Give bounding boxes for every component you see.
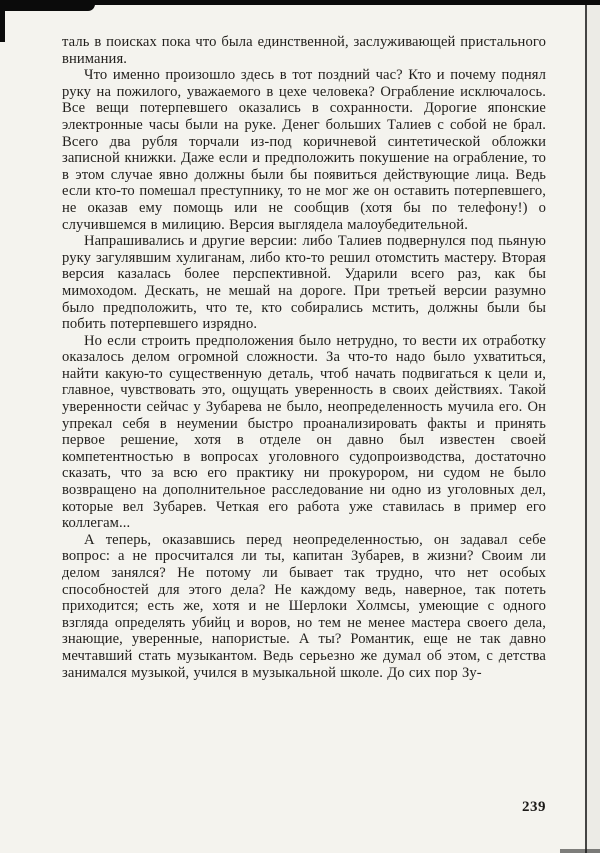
scan-right-margin	[587, 0, 600, 853]
scan-edge-top-left	[0, 0, 95, 11]
paragraph: Что именно произошло здесь в тот поздний час? Кто и почему поднял руку на пожилого, уважаемого в цехе человека? Ограбление исключалось. Все вещи потерпевшего оказались в сохранности. Дорогие японские электронные часы были на руке. Денег больших Талиев с собой не брал. Всего два рубля торчали из-под коричневой синтетической обложки записной книжки. Даже если и предположить покушение на ограбление, то в этом случае явно должны были бы появиться действующие лица. Ведь если кто-то помешал преступнику, то не мог же он оставить потерпевшего, не оказав ему помощь или не сообщив (хотя бы по телефону!) о случившемся в милицию. Версия выглядела малоубедительной.	[62, 67, 546, 233]
paragraph: А теперь, оказавшись перед неопределенностью, он задавал себе вопрос: а не просчитался ли ты, капитан Зубарев, в жизни? Своим ли делом занялся? Не потому ли бывает так трудно, что нет особых способностей для этого дела? Не каждому ведь, наверное, так потеть приходится; есть же, хотя и не Шерлоки Холмсы, умеющие с одного взгляда определять убийц и воров, но тем не менее мастера своего дела, знающие, уверенные, напористые. А ты? Романтик, еще не так давно мечтавший стать музыкантом. Ведь серьезно же думал об этом, с детства занимался музыкой, учился в музыкальной школе. До сих пор Зу-	[62, 531, 546, 681]
scan-edge-left	[0, 0, 5, 42]
scan-edge-bottom-right	[560, 849, 600, 853]
page-number: 239	[522, 799, 546, 815]
paragraph: Но если строить предположения было нетрудно, то вести их отработку оказалось делом огромной сложности. За что-то надо было ухватиться, найти какую-то существенную деталь, чтоб начать подвигаться к цели и, главное, чувствовать это, ощущать уверенность в своих действиях. Такой уверенности сейчас у Зубарева не было, неопределенность мучила его. Он упрекал себя в неумении быстро проанализировать факты и принять первое решение, хотя в отделе он давно был известен своей компетентностью в вопросах уголовного судопроизводства, достаточно сказать, что за всю его практику ни прокурором, ни судом не было возвращено на дополнительное расследование ни одно из уголовных дел, которые вел Зубарев. Четкая его работа уже ставилась в пример его коллегам...	[62, 332, 546, 532]
paragraph-continuation: таль в поисках пока что была единственной, заслуживающей пристального внимания.	[62, 34, 546, 67]
page-text	[62, 34, 546, 681]
scan-edge-right-line	[585, 0, 587, 853]
paragraph: Напрашивались и другие версии: либо Талиев подвернулся под пьяную руку загулявшим хулиганам, либо кто-то решил отомстить мастеру. Вторая версия казалась более перспективной. Ударили всего раз, как бы мимоходом. Дескать, не мешай на дороге. При третьей версии разумно было предположить, что те, кто собирались мстить, должны были бы побить потерпевшего изрядно.	[62, 233, 546, 333]
